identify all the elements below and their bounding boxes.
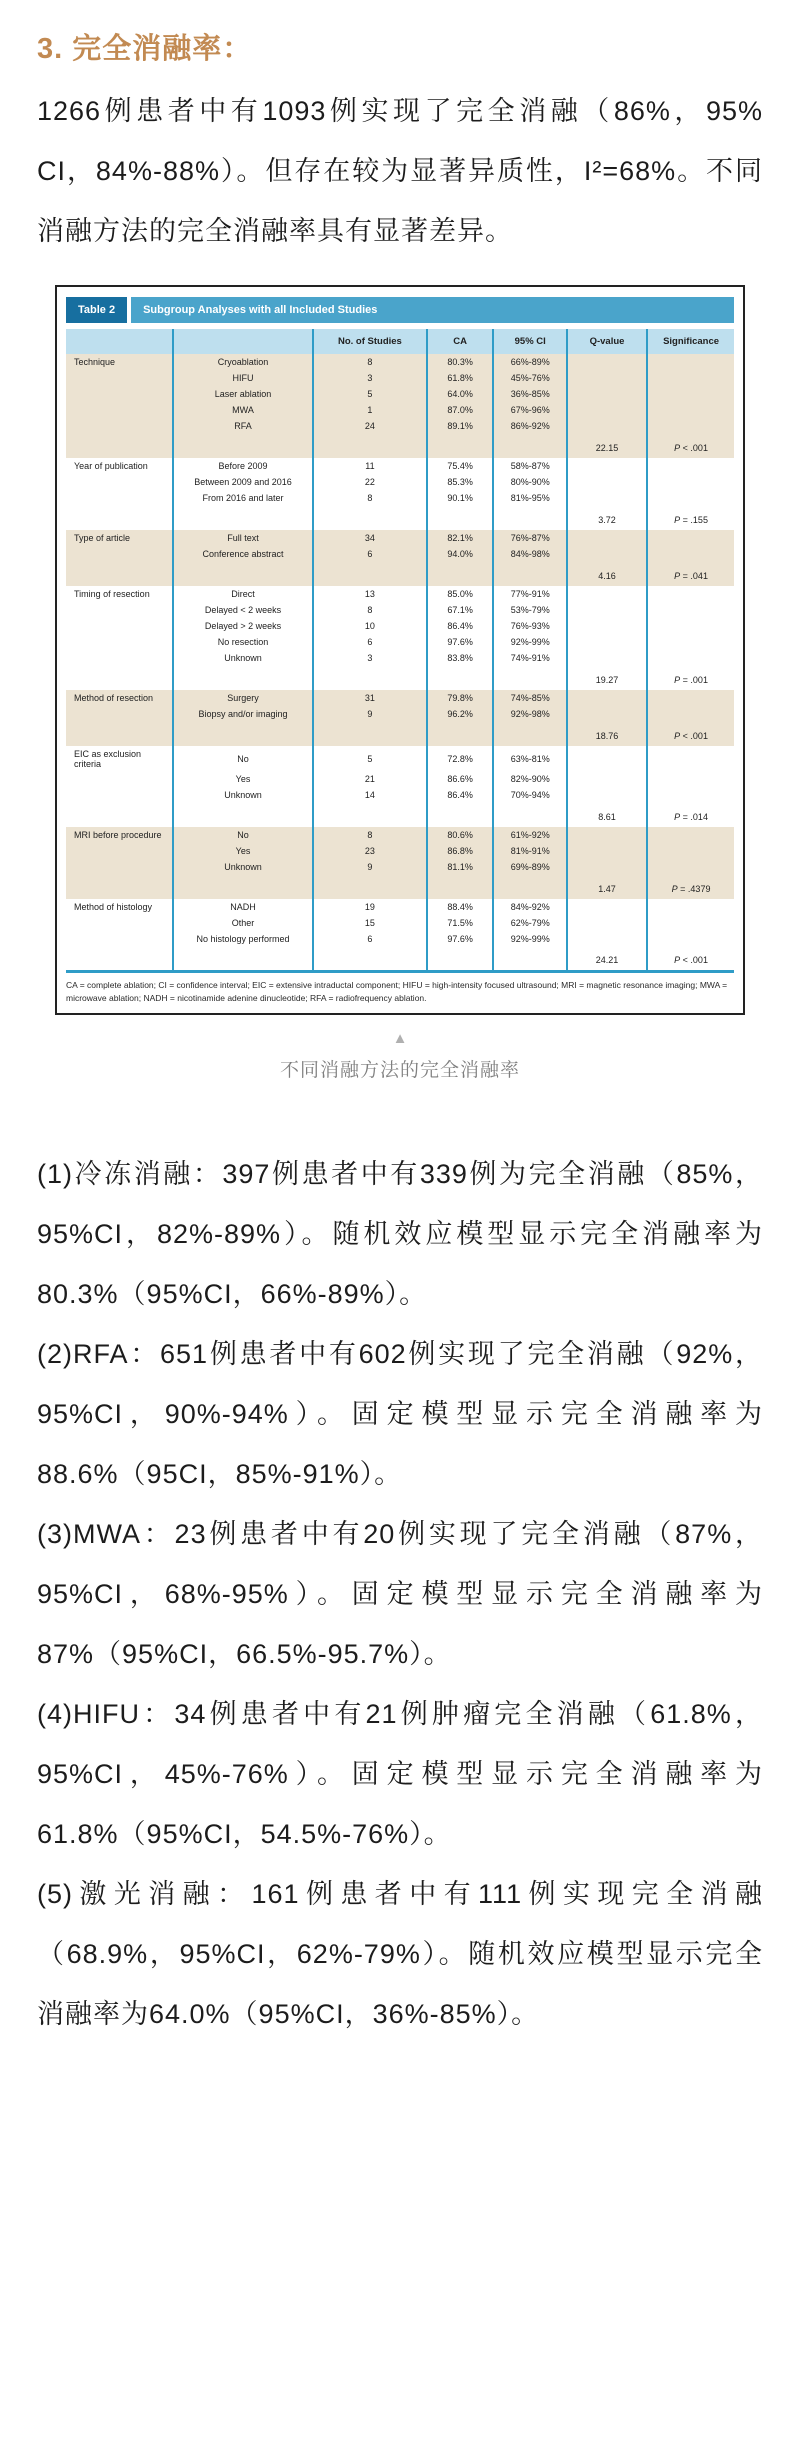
- cell-n-studies: 8: [313, 490, 427, 506]
- cell-empty: [173, 434, 313, 458]
- collapse-triangle-icon: ▲: [392, 1029, 408, 1047]
- table-body: [66, 354, 734, 971]
- cell-empty: [66, 666, 173, 690]
- table-qvalue-row: [66, 506, 734, 530]
- cell-ca: 96.2%: [427, 706, 494, 722]
- cell-q-value: 22.15: [567, 434, 647, 458]
- cell-empty: [66, 434, 173, 458]
- cell-ca: 64.0%: [427, 386, 494, 402]
- cell-ci: 92%-99%: [493, 931, 566, 947]
- cell-ci: 70%-94%: [493, 787, 566, 803]
- cell-ca: 85.0%: [427, 586, 494, 602]
- cell-q: [567, 370, 647, 386]
- cell-n-studies: 9: [313, 706, 427, 722]
- cell-ca: 97.6%: [427, 634, 494, 650]
- table-row: [66, 586, 734, 602]
- cell-q: [567, 843, 647, 859]
- cell-n-studies: 23: [313, 843, 427, 859]
- table-qvalue-row: [66, 722, 734, 746]
- cell-ci: 74%-91%: [493, 650, 566, 666]
- table-row: [66, 458, 734, 474]
- body-paragraph: (5)激光消融：161例患者中有111例实现完全消融（68.9%，95%CI，62%-79%）。随机效应模型显示完全消融率为64.0%（95%CI，36%-85%）。: [37, 1878, 763, 2029]
- cell-subgroup: Yes: [173, 843, 313, 859]
- cell-ci: 81%-95%: [493, 490, 566, 506]
- cell-subgroup: Delayed < 2 weeks: [173, 602, 313, 618]
- cell-empty: [66, 506, 173, 530]
- cell-group: [66, 618, 173, 634]
- table-row: [66, 746, 734, 771]
- cell-empty: [427, 722, 494, 746]
- cell-subgroup: No: [173, 746, 313, 771]
- cell-ca: 81.1%: [427, 859, 494, 875]
- cell-group: Method of resection: [66, 690, 173, 706]
- cell-sig: [647, 931, 734, 947]
- cell-n-studies: 6: [313, 634, 427, 650]
- cell-subgroup: RFA: [173, 418, 313, 434]
- col-header-group: [66, 329, 173, 354]
- table-row: [66, 354, 734, 370]
- cell-empty: [313, 434, 427, 458]
- cell-empty: [66, 875, 173, 899]
- table-row: [66, 418, 734, 434]
- cell-sig: [647, 402, 734, 418]
- cell-n-studies: 3: [313, 650, 427, 666]
- table-qvalue-row: [66, 562, 734, 586]
- cell-group: [66, 915, 173, 931]
- cell-q: [567, 746, 647, 771]
- cell-q: [567, 418, 647, 434]
- cell-q: [567, 402, 647, 418]
- cell-n-studies: 22: [313, 474, 427, 490]
- body-paragraph: (2)RFA：651例患者中有602例实现了完全消融（92%，95%CI，90%-94%）。固定模型显示完全消融率为88.6%（95CI，85%-91%）。: [37, 1338, 763, 1489]
- cell-sig: [647, 602, 734, 618]
- cell-group: Year of publication: [66, 458, 173, 474]
- cell-q-value: 1.47: [567, 875, 647, 899]
- cell-q: [567, 586, 647, 602]
- cell-q-value: 24.21: [567, 947, 647, 971]
- table-row: [66, 602, 734, 618]
- cell-subgroup: Laser ablation: [173, 386, 313, 402]
- cell-empty: [173, 562, 313, 586]
- cell-sig: [647, 706, 734, 722]
- cell-empty: [493, 947, 566, 971]
- cell-q: [567, 915, 647, 931]
- cell-empty: [66, 947, 173, 971]
- cell-group: Technique: [66, 354, 173, 370]
- cell-subgroup: No: [173, 827, 313, 843]
- table-row: [66, 915, 734, 931]
- cell-empty: [427, 803, 494, 827]
- cell-group: [66, 931, 173, 947]
- table-row: [66, 771, 734, 787]
- cell-n-studies: 6: [313, 931, 427, 947]
- table2-titlebar: [66, 297, 734, 323]
- cell-q: [567, 490, 647, 506]
- col-header-qvalue: Q-value: [567, 329, 647, 354]
- cell-ca: 94.0%: [427, 546, 494, 562]
- cell-n-studies: 24: [313, 418, 427, 434]
- cell-subgroup: Cryoablation: [173, 354, 313, 370]
- cell-sig: [647, 915, 734, 931]
- cell-n-studies: 8: [313, 602, 427, 618]
- table-row: [66, 859, 734, 875]
- cell-q: [567, 634, 647, 650]
- cell-sig: [647, 418, 734, 434]
- cell-empty: [493, 666, 566, 690]
- cell-ca: 86.4%: [427, 787, 494, 803]
- table-row: [66, 474, 734, 490]
- cell-empty: [66, 722, 173, 746]
- cell-sig: [647, 771, 734, 787]
- cell-subgroup: From 2016 and later: [173, 490, 313, 506]
- cell-subgroup: No resection: [173, 634, 313, 650]
- cell-q: [567, 530, 647, 546]
- table2-figure: [55, 285, 745, 1015]
- cell-n-studies: 1: [313, 402, 427, 418]
- cell-significance: P < .001: [647, 947, 734, 971]
- body-paragraphs: [37, 1144, 763, 2044]
- table-row: [66, 546, 734, 562]
- table-header-row: [66, 329, 734, 354]
- body-paragraph: (1)冷冻消融：397例患者中有339例为完全消融（85%，95%CI，82%-89%）。随机效应模型显示完全消融率为80.3%（95%CI，66%-89%）。: [37, 1158, 763, 1309]
- cell-n-studies: 3: [313, 370, 427, 386]
- table-row: [66, 402, 734, 418]
- cell-q: [567, 787, 647, 803]
- col-header-subgroup: [173, 329, 313, 354]
- cell-q: [567, 386, 647, 402]
- table2-label: Table 2: [66, 297, 127, 323]
- cell-sig: [647, 618, 734, 634]
- cell-empty: [427, 506, 494, 530]
- table-row: [66, 899, 734, 915]
- col-header-significance: Significance: [647, 329, 734, 354]
- cell-n-studies: 8: [313, 827, 427, 843]
- cell-empty: [493, 506, 566, 530]
- cell-ci: 67%-96%: [493, 402, 566, 418]
- cell-significance: P = .4379: [647, 875, 734, 899]
- table-qvalue-row: [66, 434, 734, 458]
- cell-group: [66, 602, 173, 618]
- cell-q: [567, 474, 647, 490]
- cell-significance: P = .155: [647, 506, 734, 530]
- cell-ci: 84%-98%: [493, 546, 566, 562]
- cell-empty: [173, 875, 313, 899]
- cell-ci: 74%-85%: [493, 690, 566, 706]
- col-header-95ci: 95% CI: [493, 329, 566, 354]
- table2-title: Subgroup Analyses with all Included Studies: [131, 297, 734, 323]
- cell-sig: [647, 746, 734, 771]
- cell-q-value: 8.61: [567, 803, 647, 827]
- cell-significance: P = .041: [647, 562, 734, 586]
- cell-ca: 71.5%: [427, 915, 494, 931]
- cell-sig: [647, 458, 734, 474]
- cell-ci: 80%-90%: [493, 474, 566, 490]
- table-footnote: CA = complete ablation; CI = confidence interval; EIC = extensive intraductal component; HIFU = high-intensity focused ultrasound; MRI = magnetic resonance imaging; MWA = microwave ablation; NADH = nicotinamide adenine dinucleotide; RFA = radiofrequency ablation.: [66, 979, 728, 1003]
- table-row: [66, 490, 734, 506]
- cell-empty: [427, 434, 494, 458]
- table-row: [66, 931, 734, 947]
- cell-group: [66, 418, 173, 434]
- col-header-no-of-studies: No. of Studies: [313, 329, 427, 354]
- cell-empty: [427, 875, 494, 899]
- cell-empty: [493, 562, 566, 586]
- cell-n-studies: 9: [313, 859, 427, 875]
- cell-ci: 63%-81%: [493, 746, 566, 771]
- cell-n-studies: 5: [313, 746, 427, 771]
- cell-subgroup: Surgery: [173, 690, 313, 706]
- cell-subgroup: Other: [173, 915, 313, 931]
- body-paragraph: (3)MWA：23例患者中有20例实现了完全消融（87%，95%CI，68%-95%）。固定模型显示完全消融率为87%（95%CI，66.5%-95.7%）。: [37, 1518, 763, 1669]
- cell-ca: 80.3%: [427, 354, 494, 370]
- table-row: [66, 530, 734, 546]
- cell-ci: 69%-89%: [493, 859, 566, 875]
- cell-q: [567, 827, 647, 843]
- cell-subgroup: Conference abstract: [173, 546, 313, 562]
- cell-q: [567, 859, 647, 875]
- cell-ca: 82.1%: [427, 530, 494, 546]
- cell-group: [66, 771, 173, 787]
- cell-significance: P < .001: [647, 722, 734, 746]
- cell-group: [66, 546, 173, 562]
- cell-n-studies: 6: [313, 546, 427, 562]
- cell-n-studies: 19: [313, 899, 427, 915]
- cell-empty: [66, 803, 173, 827]
- cell-q: [567, 618, 647, 634]
- cell-ca: 83.8%: [427, 650, 494, 666]
- cell-ci: 84%-92%: [493, 899, 566, 915]
- table-qvalue-row: [66, 947, 734, 971]
- cell-sig: [647, 370, 734, 386]
- cell-sig: [647, 586, 734, 602]
- cell-subgroup: Unknown: [173, 787, 313, 803]
- cell-group: [66, 490, 173, 506]
- cell-empty: [313, 722, 427, 746]
- cell-subgroup: Unknown: [173, 650, 313, 666]
- cell-ca: 86.4%: [427, 618, 494, 634]
- cell-ci: 81%-91%: [493, 843, 566, 859]
- cell-subgroup: Direct: [173, 586, 313, 602]
- cell-q: [567, 546, 647, 562]
- cell-significance: P = .001: [647, 666, 734, 690]
- cell-empty: [66, 562, 173, 586]
- cell-ci: 92%-98%: [493, 706, 566, 722]
- cell-ca: 89.1%: [427, 418, 494, 434]
- cell-sig: [647, 530, 734, 546]
- cell-n-studies: 5: [313, 386, 427, 402]
- table-row: [66, 370, 734, 386]
- cell-subgroup: MWA: [173, 402, 313, 418]
- cell-ca: 86.8%: [427, 843, 494, 859]
- cell-empty: [173, 666, 313, 690]
- cell-empty: [173, 947, 313, 971]
- cell-ca: 88.4%: [427, 899, 494, 915]
- cell-sig: [647, 546, 734, 562]
- table-row: [66, 706, 734, 722]
- cell-ci: 58%-87%: [493, 458, 566, 474]
- cell-ci: 86%-92%: [493, 418, 566, 434]
- body-paragraph: (4)HIFU：34例患者中有21例肿瘤完全消融（61.8%，95%CI，45%-76%）。固定模型显示完全消融率为61.8%（95%CI，54.5%-76%）。: [37, 1698, 763, 1849]
- cell-empty: [173, 506, 313, 530]
- cell-q: [567, 771, 647, 787]
- cell-group: Method of histology: [66, 899, 173, 915]
- cell-n-studies: 15: [313, 915, 427, 931]
- cell-ca: 97.6%: [427, 931, 494, 947]
- cell-empty: [493, 875, 566, 899]
- cell-ca: 86.6%: [427, 771, 494, 787]
- table-qvalue-row: [66, 875, 734, 899]
- cell-empty: [493, 803, 566, 827]
- cell-sig: [647, 859, 734, 875]
- cell-sig: [647, 899, 734, 915]
- cell-empty: [427, 947, 494, 971]
- cell-ca: 72.8%: [427, 746, 494, 771]
- cell-q: [567, 458, 647, 474]
- cell-empty: [173, 803, 313, 827]
- cell-q: [567, 931, 647, 947]
- cell-group: [66, 650, 173, 666]
- cell-q: [567, 690, 647, 706]
- cell-ca: 67.1%: [427, 602, 494, 618]
- table-row: [66, 690, 734, 706]
- cell-group: [66, 843, 173, 859]
- table-row: [66, 618, 734, 634]
- cell-group: [66, 370, 173, 386]
- table-row: [66, 634, 734, 650]
- cell-sig: [647, 787, 734, 803]
- subgroup-table: [66, 329, 734, 973]
- cell-q: [567, 354, 647, 370]
- cell-group: [66, 706, 173, 722]
- cell-group: [66, 859, 173, 875]
- cell-ci: 77%-91%: [493, 586, 566, 602]
- cell-empty: [313, 666, 427, 690]
- cell-significance: P < .001: [647, 434, 734, 458]
- cell-subgroup: Between 2009 and 2016: [173, 474, 313, 490]
- cell-n-studies: 31: [313, 690, 427, 706]
- cell-empty: [313, 562, 427, 586]
- table-row: [66, 650, 734, 666]
- cell-ca: 87.0%: [427, 402, 494, 418]
- col-header-ca: CA: [427, 329, 494, 354]
- cell-n-studies: 8: [313, 354, 427, 370]
- cell-ci: 82%-90%: [493, 771, 566, 787]
- cell-subgroup: Full text: [173, 530, 313, 546]
- table-row: [66, 827, 734, 843]
- section-heading: 3. 完全消融率：: [37, 33, 253, 65]
- cell-ci: 76%-93%: [493, 618, 566, 634]
- cell-sig: [647, 474, 734, 490]
- table-qvalue-row: [66, 803, 734, 827]
- cell-group: Timing of resection: [66, 586, 173, 602]
- cell-sig: [647, 490, 734, 506]
- cell-q: [567, 602, 647, 618]
- cell-empty: [493, 434, 566, 458]
- cell-q-value: 18.76: [567, 722, 647, 746]
- cell-n-studies: 11: [313, 458, 427, 474]
- cell-empty: [313, 947, 427, 971]
- cell-ci: 61%-92%: [493, 827, 566, 843]
- cell-ca: 79.8%: [427, 690, 494, 706]
- cell-n-studies: 13: [313, 586, 427, 602]
- cell-sig: [647, 843, 734, 859]
- cell-q: [567, 650, 647, 666]
- cell-ca: 80.6%: [427, 827, 494, 843]
- cell-empty: [313, 803, 427, 827]
- cell-subgroup: HIFU: [173, 370, 313, 386]
- cell-subgroup: Delayed > 2 weeks: [173, 618, 313, 634]
- cell-subgroup: Biopsy and/or imaging: [173, 706, 313, 722]
- cell-subgroup: NADH: [173, 899, 313, 915]
- cell-ci: 45%-76%: [493, 370, 566, 386]
- cell-ci: 62%-79%: [493, 915, 566, 931]
- cell-sig: [647, 690, 734, 706]
- cell-ca: 75.4%: [427, 458, 494, 474]
- table-row: [66, 386, 734, 402]
- intro-paragraph: 1266例患者中有1093例实现了完全消融（86%，95% CI，84%-88%）。但存在较为显著异质性，I²=68%。不同消融方法的完全消融率具有显著差异。: [37, 96, 763, 246]
- cell-sig: [647, 386, 734, 402]
- cell-subgroup: Before 2009: [173, 458, 313, 474]
- cell-sig: [647, 634, 734, 650]
- cell-n-studies: 21: [313, 771, 427, 787]
- cell-subgroup: Unknown: [173, 859, 313, 875]
- cell-group: [66, 474, 173, 490]
- cell-subgroup: No histology performed: [173, 931, 313, 947]
- cell-ca: 85.3%: [427, 474, 494, 490]
- cell-group: [66, 386, 173, 402]
- cell-sig: [647, 354, 734, 370]
- table-qvalue-row: [66, 666, 734, 690]
- cell-q-value: 4.16: [567, 562, 647, 586]
- cell-empty: [427, 666, 494, 690]
- cell-n-studies: 14: [313, 787, 427, 803]
- cell-empty: [427, 562, 494, 586]
- cell-ci: 36%-85%: [493, 386, 566, 402]
- cell-group: EIC as exclusion criteria: [66, 746, 173, 771]
- cell-q: [567, 706, 647, 722]
- cell-significance: P = .014: [647, 803, 734, 827]
- cell-group: [66, 402, 173, 418]
- cell-subgroup: Yes: [173, 771, 313, 787]
- cell-ci: 92%-99%: [493, 634, 566, 650]
- cell-group: [66, 634, 173, 650]
- cell-q-value: 19.27: [567, 666, 647, 690]
- table-row: [66, 787, 734, 803]
- cell-empty: [493, 722, 566, 746]
- cell-ca: 90.1%: [427, 490, 494, 506]
- cell-q-value: 3.72: [567, 506, 647, 530]
- cell-ci: 53%-79%: [493, 602, 566, 618]
- cell-empty: [313, 506, 427, 530]
- cell-group: Type of article: [66, 530, 173, 546]
- cell-group: [66, 787, 173, 803]
- cell-empty: [173, 722, 313, 746]
- table-row: [66, 843, 734, 859]
- figure-caption: 不同消融方法的完全消融率: [279, 1059, 520, 1081]
- cell-empty: [313, 875, 427, 899]
- cell-ci: 66%-89%: [493, 354, 566, 370]
- cell-q: [567, 899, 647, 915]
- cell-group: MRI before procedure: [66, 827, 173, 843]
- cell-ca: 61.8%: [427, 370, 494, 386]
- cell-n-studies: 34: [313, 530, 427, 546]
- cell-sig: [647, 827, 734, 843]
- cell-sig: [647, 650, 734, 666]
- cell-n-studies: 10: [313, 618, 427, 634]
- cell-ci: 76%-87%: [493, 530, 566, 546]
